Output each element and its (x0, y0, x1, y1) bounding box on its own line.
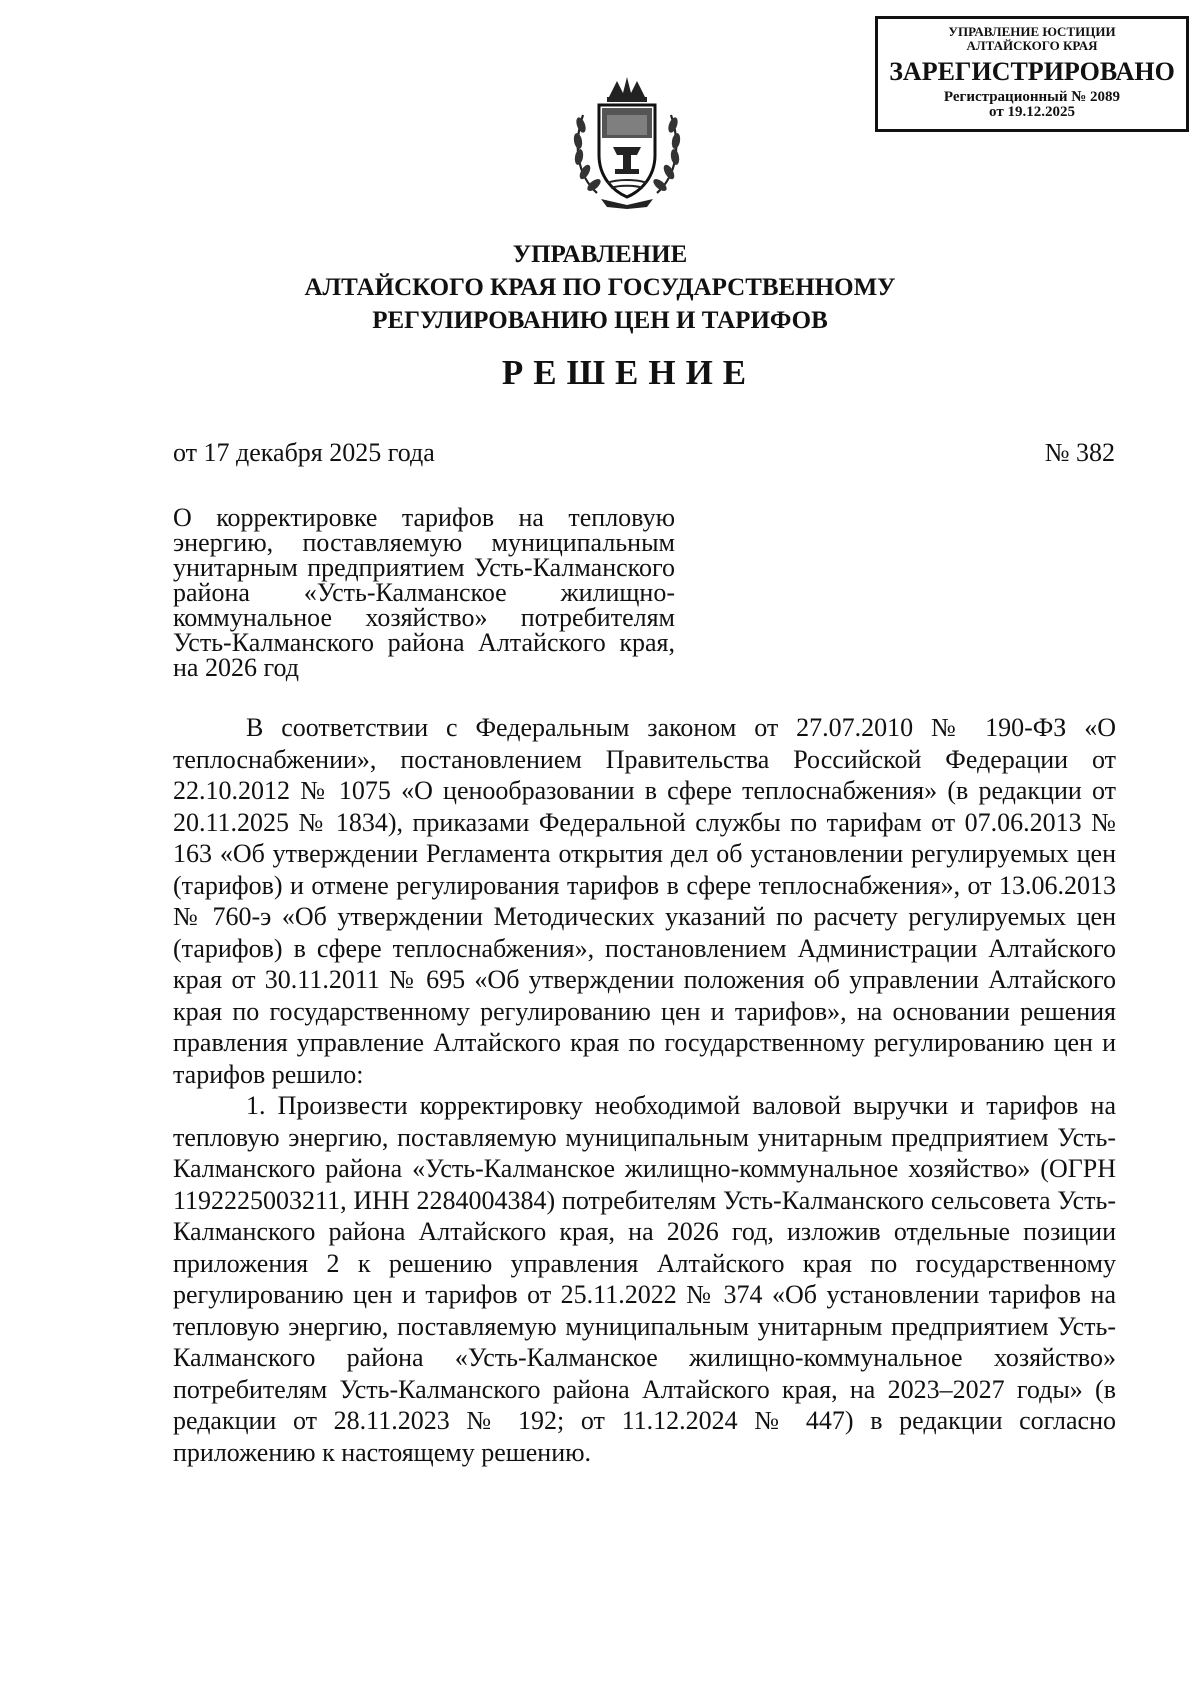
decision-body (173, 712, 1116, 1468)
decision-subject: О корректировке тарифов на тепловую энергию, поставляемую муниципальным унитарным предприятием Усть-Калманского района «Усть-Калманское жилищно-коммунальное хозяйство» потребителям Усть-Калманского района Алтайского края, на 2026 год (173, 503, 675, 682)
registration-stamp (875, 16, 1189, 132)
authority-line2: АЛТАЙСКОГО КРАЯ ПО ГОСУДАРСТВЕННОМУ (304, 274, 896, 301)
issuing-authority (0, 238, 1200, 337)
stamp-status: ЗАРЕГИСТРИРОВАНО (889, 57, 1175, 87)
stamp-reg-number: Регистрационный № 2089 (943, 88, 1121, 105)
stamp-reg-date: от 19.12.2025 (989, 104, 1075, 121)
preamble-paragraph: В соответствии с Федеральным законом от 27.07.2010 № 190-ФЗ «О теплоснабжении», постановлением Правительства Российской Федерации от 22.10.2012 № 1075 «О ценообразовании в сфере теплоснабжения» (в редакции от 20.11.2025 № 1834), приказами Федеральной службы по тарифам от 07.06.2013 № 163 «Об утверждении Регламента открытия дел об установлении регулируемых цен (тарифов) и отмене регулирования тарифов в сфере теплоснабжения», от 13.06.2013 № 760-э «Об утверждении Методических указаний по расчету регулируемых цен (тарифов) в сфере теплоснабжения», постановлением Администрации Алтайского края от 30.11.2011 № 695 «Об утверждении положения об управлении Алтайского края по государственному регулированию цен и тарифов», на основании решения правления управление Алтайского края по государственному регулированию цен и тарифов решило: (173, 713, 1116, 1089)
document-type-title: РЕШЕНИЕ (501, 353, 757, 392)
stamp-authority-line2: АЛТАЙСКОГО КРАЯ (966, 37, 1098, 53)
decision-number: № 382 (1044, 438, 1115, 467)
decision-date: от 17 декабря 2025 года (173, 438, 435, 467)
coat-of-arms-icon (567, 75, 687, 210)
stamp-authority-line1: УПРАВЛЕНИЕ ЮСТИЦИИ (948, 24, 1116, 39)
authority-line1: УПРАВЛЕНИЕ (512, 241, 688, 268)
clause-1-paragraph: 1. Произвести корректировку необходимой валовой выручки и тарифов на тепловую энергию, поставляемую муниципальным унитарным предприятием Усть-Калманского района «Усть-Калманское жилищно-коммунальное хозяйство» (ОГРН 1192225003211, ИНН 2284004384) потребителям Усть-Калманского сельсовета Усть-Калманского района Алтайского края, на 2026 год, изложив отдельные позиции приложения 2 к решению управления Алтайского края по государственному регулированию цен и тарифов от 25.11.2022 № 374 «Об установлении тарифов на тепловую энергию, поставляемую муниципальным унитарным предприятием Усть-Калманского района «Усть-Калманское жилищно-коммунальное хозяйство» потребителям Усть-Калманского района Алтайского края, на 2023–2027 годы» (в редакции от 28.11.2023 № 192; от 11.12.2024 № 447) в редакции согласно приложению к настоящему решению. (173, 1091, 1116, 1467)
authority-line3: РЕГУЛИРОВАНИЮ ЦЕН И ТАРИФОВ (372, 307, 828, 334)
